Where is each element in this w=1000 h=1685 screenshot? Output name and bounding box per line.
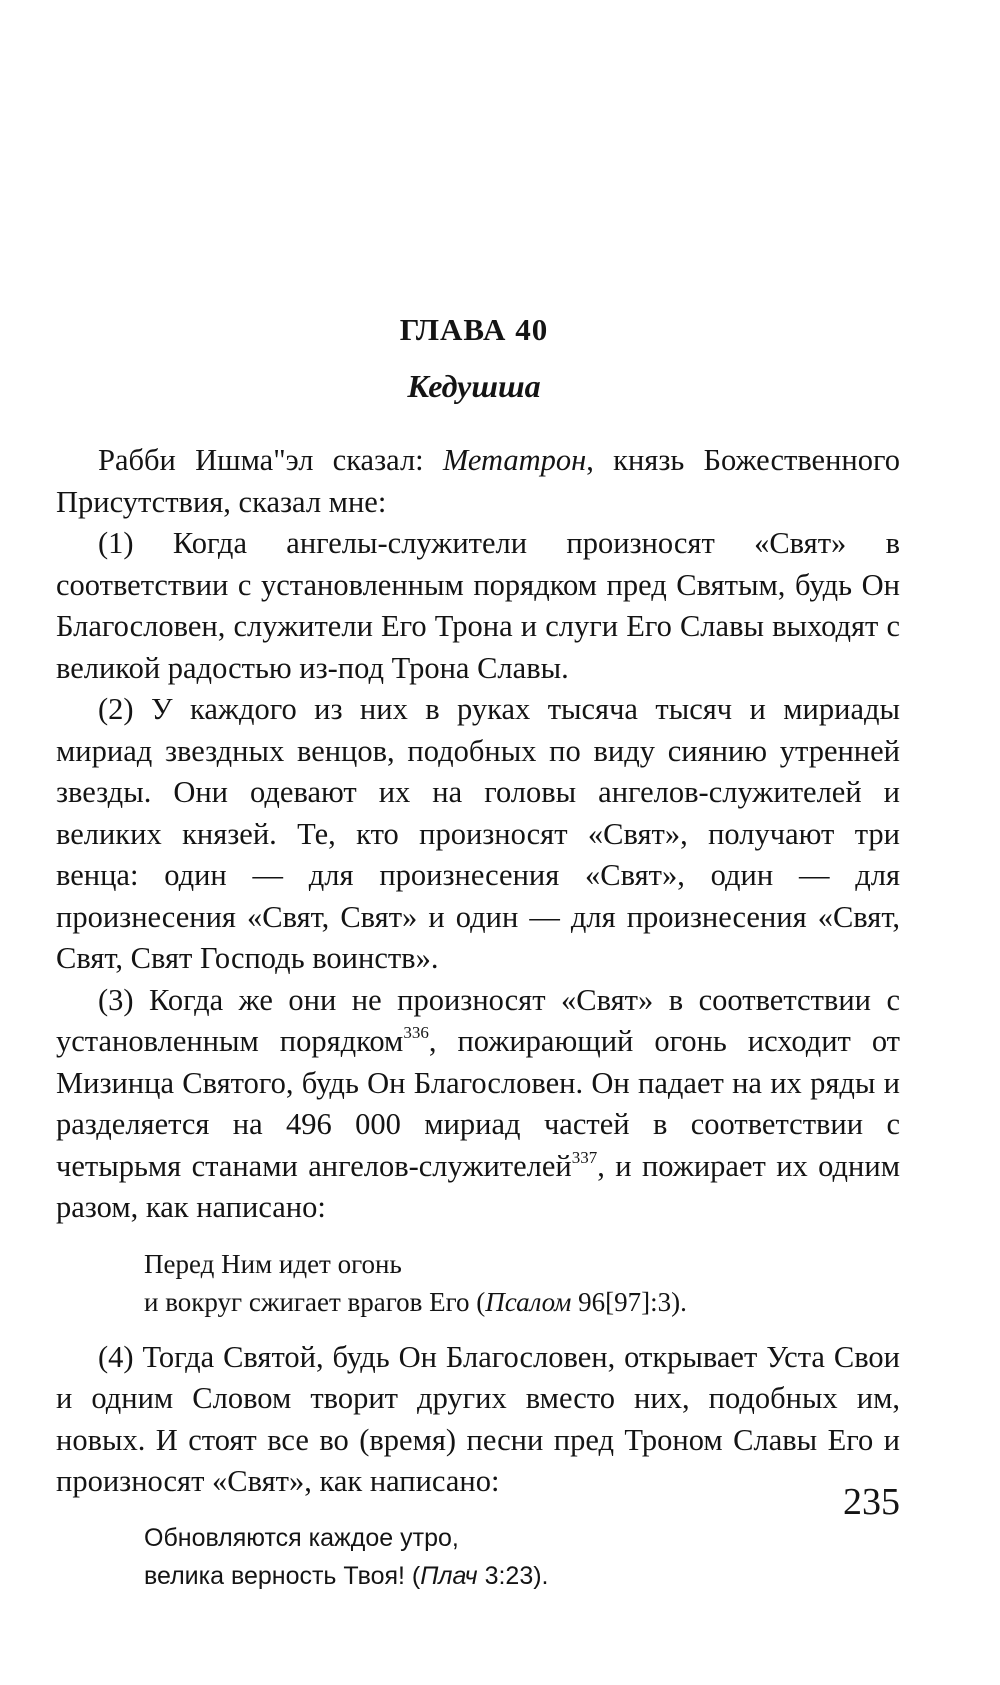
intro-paragraph [56,440,900,523]
paragraph-3-part-3: , и пожирает их одним разом, как написано: [56,1148,900,1224]
paragraph-3-part-1: (3) Когда же они не произносят «Свят» в соответствии с установленным порядком [56,982,900,1058]
chapter-subtitle: Кедушша [407,368,541,404]
paragraph-3-part-2: , пожирающий огонь исходит от Мизинца Святого, будь Он Благословен. Он падает на их ряды и разделяется на 496 000 мириад частей в соответствии с четырьмя станами ангелов-служителей [56,1024,900,1183]
chapter-title: ГЛАВА 40 [399,312,549,347]
quote-lamentations-reference: 3:23). [477,1561,549,1590]
quote-lamentations-line-2-text: велика верность Твоя! ( [144,1561,421,1590]
page-number: 235 [843,1481,900,1523]
quote-lamentations-source: Плач [420,1561,478,1590]
footnote-ref-337: 337 [571,1147,598,1167]
footnote-ref-336: 336 [403,1023,429,1042]
paragraph-4: (4) Тогда Святой, будь Он Благословен, открывает Уста Свои и одним Словом творит других вместо них, подобных им, новых. И стоят все во (время) песни пред Троном Славы Его и произносят «Свят», как написано: [56,1339,900,1498]
intro-text-before: Рабби Ишма"эл сказал: [98,443,443,477]
quote-psalm-reference: 96[97]:3). [571,1286,687,1317]
paragraph-1: (1) Когда ангелы-служители произносят «Свят» в соответствии с установленным порядком пред Святым, будь Он Благословен, служители Его Трона и слуги Его Славы выходят с великой радостью из-под Трона Славы. [56,526,900,685]
paragraph-3 [56,980,900,1229]
quote-lamentations-line-2 [144,1557,900,1595]
intro-name: Метатрон [442,443,587,477]
quote-lamentations [144,1519,900,1595]
paragraph-2: (2) У каждого из них в руках тысяча тысяч и мириады мириад звездных венцов, подобных по виду сиянию утренней звезды. Они одевают их на головы ангелов-служителей и великих князей. Те, кто произносят «Свят», получают три венца: один — для произнесения «Свят», один — для произнесения «Свят, Свят» и один — для произнесения «Свят, Свят, Свят Господь воинств». [56,692,900,975]
quote-psalm-line-2-text: и вокруг сжигает врагов Его ( [144,1286,486,1317]
quote-psalm [144,1245,900,1321]
intro-text-after: , князь Божественного Присутствия, сказал мне: [56,443,900,519]
chapter-body [56,440,900,1611]
quote-psalm-line-1: Перед Ним идет огонь [144,1248,402,1279]
quote-psalm-line-2 [144,1283,900,1321]
quote-lamentations-line-1: Обновляются каждое утро, [144,1523,459,1552]
quote-psalm-source: Псалом [485,1286,572,1317]
